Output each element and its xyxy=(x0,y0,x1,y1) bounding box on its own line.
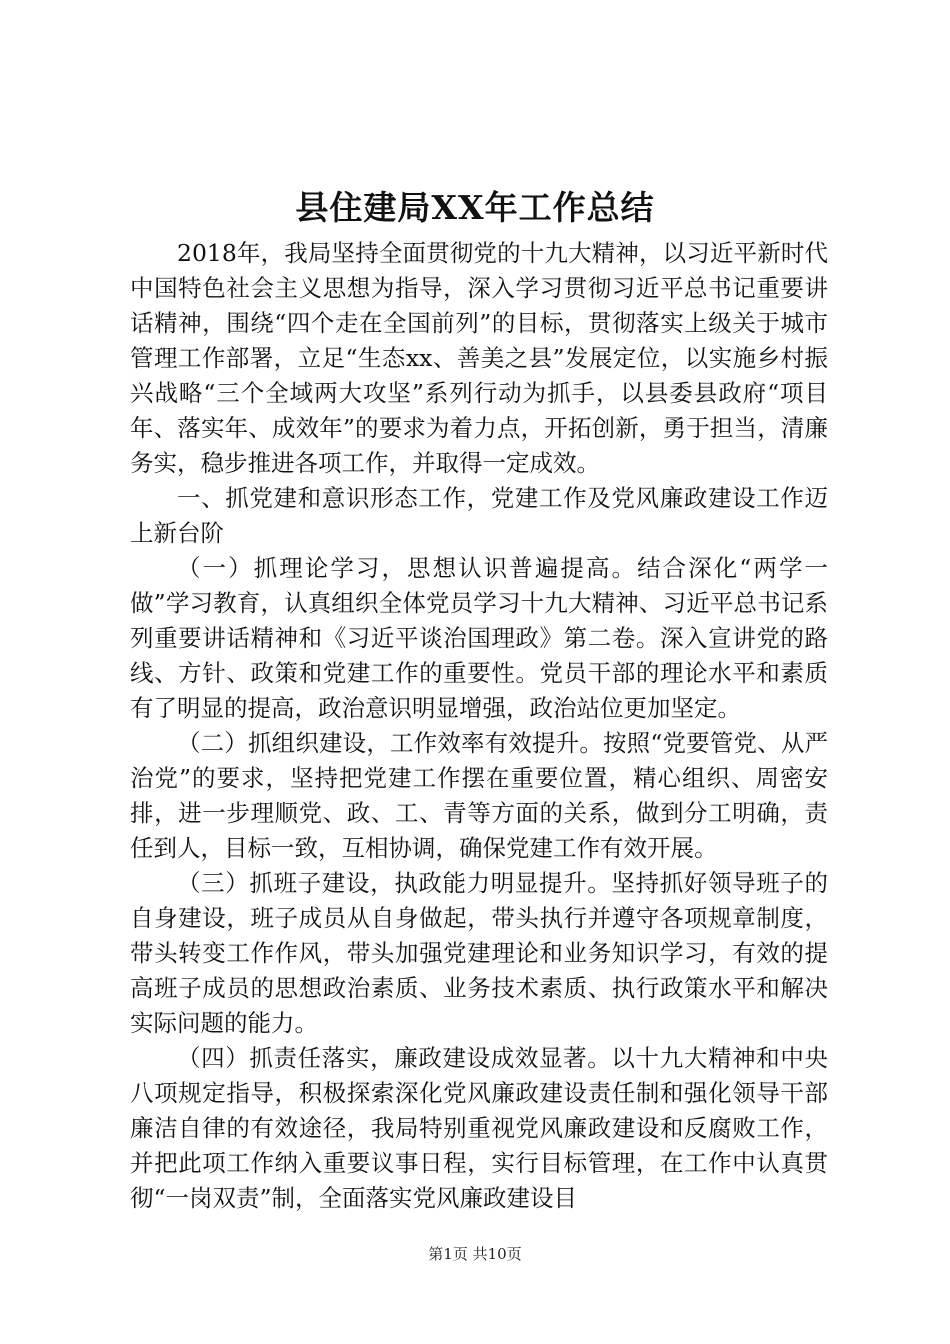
paragraph-leadership: （三）抓班子建设，执政能力明显提升。坚持抓好领导班子的自身建设，班子成员从自身做起，带头执行并遵守各项规章制度，带头转变工作作风，带头加强党建理论和业务知识学习，有效的提高班子成员的思想政治素质、业务技术素质、执行政策水平和解决实际问题的能力。 xyxy=(130,869,828,1037)
paragraph-theory-study: （一）抓理论学习，思想认识普遍提高。结合深化“两学一做”学习教育，认真组织全体党员学习十九大精神、习近平总书记系列重要讲话精神和《习近平谈治国理政》第二卷。深入宣讲党的路线、方针、政策和党建工作的重要性。党员干部的理论水平和素质有了明显的提高，政治意识明显增强，政治站位更加坚定。 xyxy=(130,554,828,722)
document-title: 县住建局XX年工作总结 xyxy=(295,188,655,227)
document-body xyxy=(130,236,828,1216)
paragraph-responsibility: （四）抓责任落实，廉政建设成效显著。以十九大精神和中央八项规定指导，积极探索深化党风廉政建设责任制和强化领导干部廉洁自律的有效途径，我局特别重视党风廉政建设和反腐败工作，并把此项工作纳入重要议事日程，实行目标管理，在工作中认真贯彻“一岗双责”制，全面落实党风廉政建设目 xyxy=(130,1044,828,1212)
paragraph-intro: 2018年，我局坚持全面贯彻党的十九大精神，以习近平新时代中国特色社会主义思想为指导，深入学习贯彻习近平总书记重要讲话精神，围绕“四个走在全国前列”的目标，贯彻落实上级关于城市管理工作部署，立足“生态xx、善美之县”发展定位，以实施乡村振兴战略“三个全域两大攻坚”系列行动为抓手，以县委县政府“项目年、落实年、成效年”的要求为着力点，开拓创新，勇于担当，清廉务实，稳步推进各项工作，并取得一定成效。 xyxy=(130,239,828,477)
page-footer: 第1页 共10页 xyxy=(428,1245,522,1263)
paragraph-organization: （二）抓组织建设，工作效率有效提升。按照“党要管党、从严治党”的要求，坚持把党建工作摆在重要位置，精心组织、周密安排，进一步理顺党、政、工、青等方面的关系，做到分工明确，责任到人，目标一致，互相协调，确保党建工作有效开展。 xyxy=(130,729,828,862)
section-heading-1: 一、抓党建和意识形态工作，党建工作及党风廉政建设工作迈上新台阶 xyxy=(130,484,828,547)
